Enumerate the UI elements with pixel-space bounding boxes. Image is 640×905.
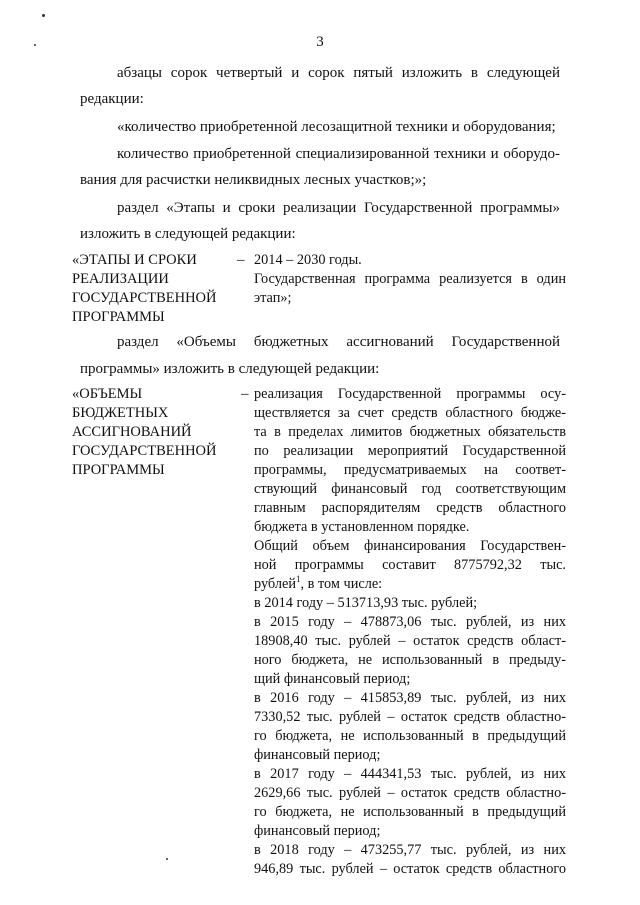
stages-label-line: ГОСУДАРСТВЕННОЙ xyxy=(72,290,217,306)
footnote-mark: 1 xyxy=(295,574,301,585)
budget-line: ного бюджета, не использованный в предыду- xyxy=(254,652,566,668)
budget-line: 7330,52 тыс. рублей – остаток средств областно- xyxy=(254,709,566,725)
budget-line: финансовый период; xyxy=(254,747,381,763)
stages-dash: – xyxy=(237,252,245,268)
budget-line: бюджета в установленном порядке. xyxy=(254,519,470,535)
budget-line: ствующий финансовый год соответствующим xyxy=(254,481,566,497)
budget-line: ной программы составит 8775792,32 тыс. xyxy=(254,557,566,573)
stages-label-line: ПРОГРАММЫ xyxy=(72,309,165,325)
in-total-text: , в том числе: xyxy=(300,576,383,592)
budget-line: ществляется за счет средств областного бюдже- xyxy=(254,405,566,421)
budget-line: реализация Государственной программы осу- xyxy=(254,386,566,402)
section2-line-2: программы» изложить в следующей редакции: xyxy=(80,361,380,377)
budget-line: главным распорядителям средств областного xyxy=(254,500,566,516)
budget-label-line: «ОБЪЕМЫ xyxy=(72,386,143,402)
stages-line: этап»; xyxy=(254,290,292,306)
quote-line-1: «количество приобретенной лесозащитной техники и оборудования; xyxy=(117,119,556,135)
page-number: 3 xyxy=(316,34,324,50)
budget-label-line: АССИГНОВАНИЙ xyxy=(72,424,192,440)
budget-label-line: ПРОГРАММЫ xyxy=(72,462,165,478)
budget-label-line: БЮДЖЕТНЫХ xyxy=(72,405,169,421)
budget-line: программы, предусматриваемых на соответ- xyxy=(254,462,566,478)
budget-line xyxy=(254,575,566,594)
budget-label-line: ГОСУДАРСТВЕННОЙ xyxy=(72,443,217,459)
budget-line: та в пределах лимитов бюджетных обязательств xyxy=(254,424,566,440)
quote-line-2b: вания для расчистки неликвидных лесных участков;»; xyxy=(80,172,427,188)
section1-line-b: изложить в следующей редакции: xyxy=(80,226,296,242)
budget-line: го бюджета, не использованный в предыдущий xyxy=(254,728,566,744)
budget-line: в 2017 году – 444341,53 тыс. рублей, из них xyxy=(254,766,566,782)
budget-line: по реализации мероприятий Государственной xyxy=(254,443,566,459)
stages-line: 2014 – 2030 годы. xyxy=(254,252,362,268)
section1-line-a: раздел «Этапы и сроки реализации Государственной программы» xyxy=(117,200,560,216)
budget-line: финансовый период; xyxy=(254,823,381,839)
stages-text xyxy=(254,251,566,308)
budget-line: 18908,40 тыс. рублей – остаток средств област- xyxy=(254,633,566,649)
budget-line: в 2018 году – 473255,77 тыс. рублей, из них xyxy=(254,842,566,858)
scan-speck xyxy=(42,14,45,17)
intro-line-2: редакции: xyxy=(80,91,144,107)
budget-dash: – xyxy=(241,386,249,402)
budget-line: в 2014 году – 513713,93 тыс. рублей; xyxy=(254,595,478,611)
stages-label-line: РЕАЛИЗАЦИИ xyxy=(72,271,169,287)
budget-line: 946,89 тыс. рублей – остаток средств областного xyxy=(254,861,566,877)
stages-line: Государственная программа реализуется в один xyxy=(254,271,566,287)
intro-line-1: абзацы сорок четвертый и сорок пятый изложить в следующей xyxy=(117,65,560,81)
budget-line: в 2015 году – 478873,06 тыс. рублей, из них xyxy=(254,614,566,630)
stages-label-line: «ЭТАПЫ И СРОКИ xyxy=(72,252,197,268)
budget-text xyxy=(254,385,566,879)
budget-line: 2629,66 тыс. рублей – остаток средств областно- xyxy=(254,785,566,801)
budget-line: Общий объем финансирования Государствен- xyxy=(254,538,566,554)
budget-line: щий финансовый период; xyxy=(254,671,411,687)
budget-line: в 2016 году – 415853,89 тыс. рублей, из них xyxy=(254,690,566,706)
rubles-word: рублей xyxy=(254,576,296,592)
section2-line-1: раздел «Объемы бюджетных ассигнований Государственной xyxy=(117,334,560,350)
scan-speck xyxy=(166,858,168,860)
quote-line-2a: количество приобретенной специализированной техники и оборудо- xyxy=(117,146,560,162)
stages-label xyxy=(72,251,232,327)
budget-line: го бюджета, не использованный в предыдущий xyxy=(254,804,566,820)
budget-label xyxy=(72,385,232,480)
